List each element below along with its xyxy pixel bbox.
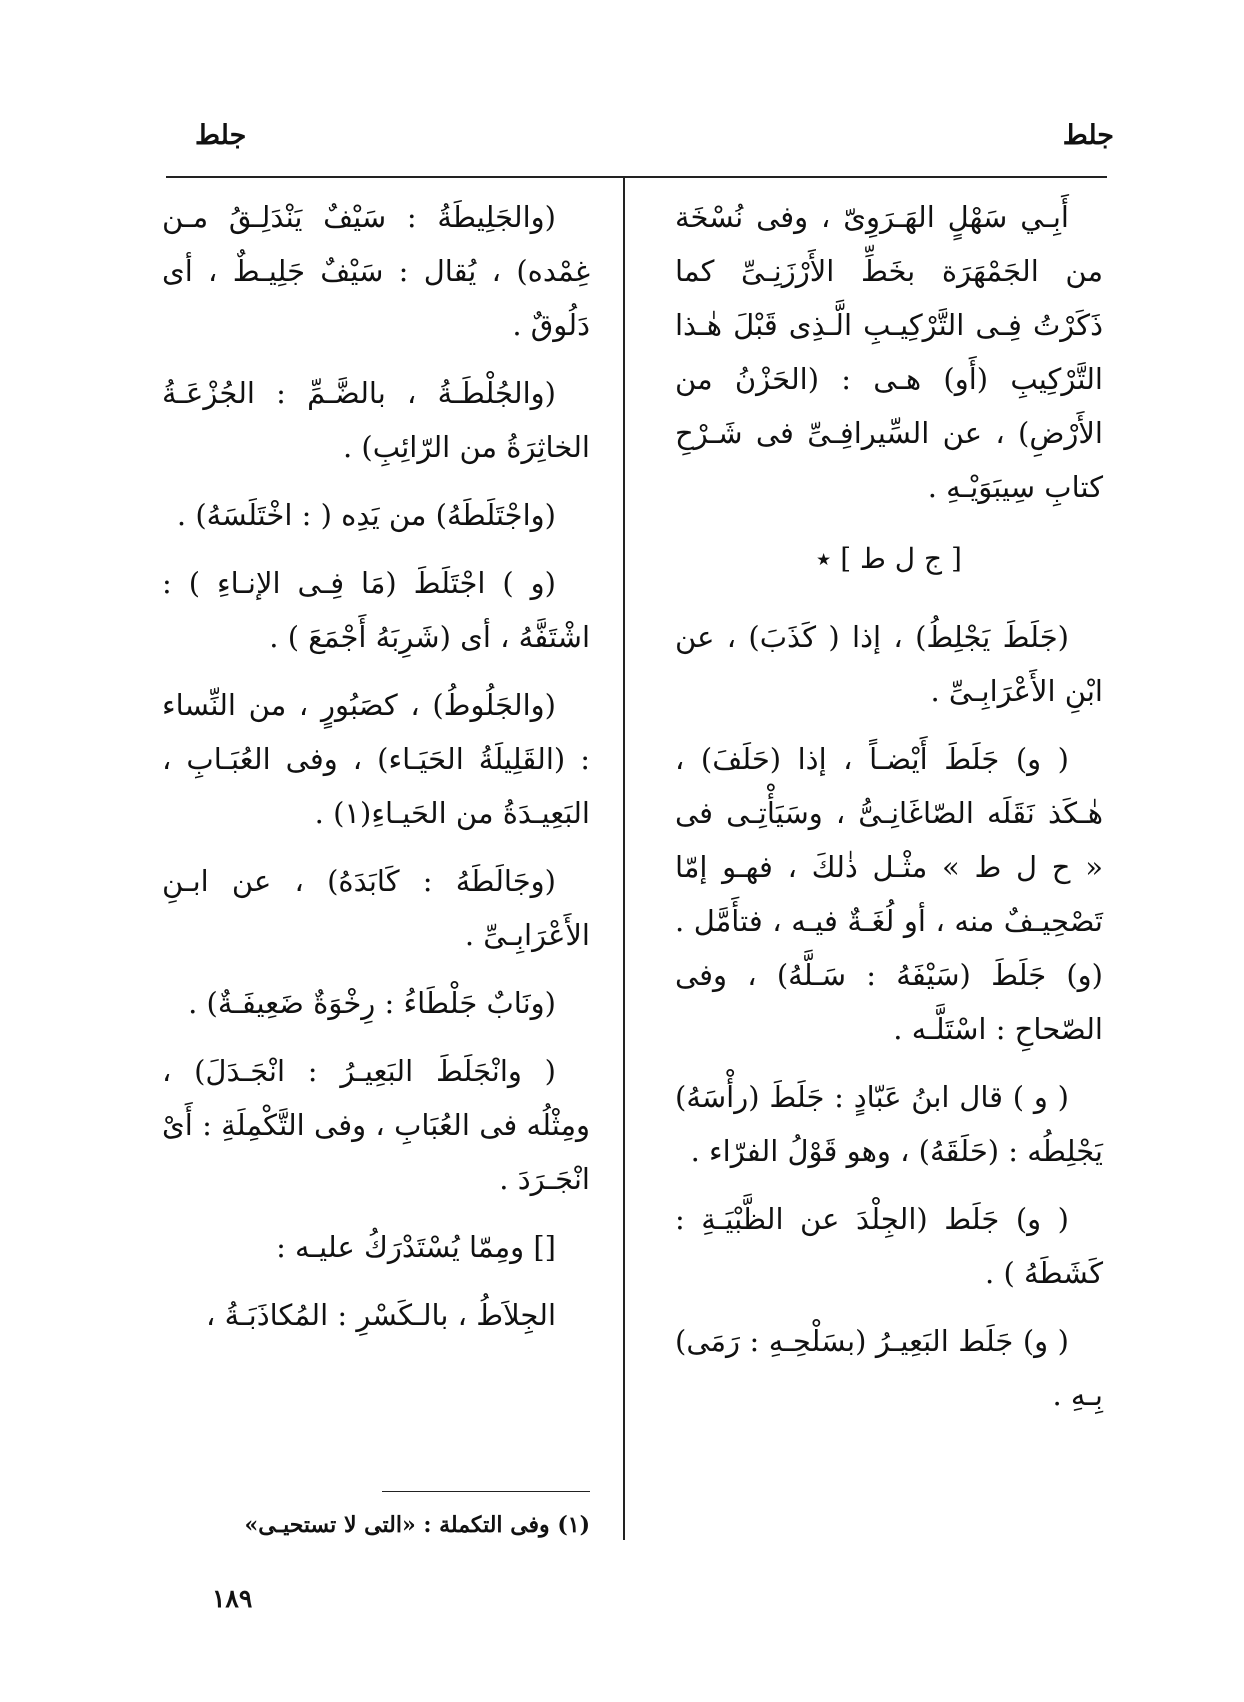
entry-paragraph: (جَلَطَ يَجْلِطُ) ، إذا ( كَذَبَ) ، عن ابْنِ الأَعْرَابِـىِّ . — [675, 620, 1103, 708]
section-heading: [ ج ل ط ] ٭ — [816, 542, 962, 575]
header-rule — [166, 176, 1107, 178]
entry-paragraph: (والجَلُوطُ) ، كصَبُورٍ ، من النِّساء : (القَلِيلَةُ الحَيَـاء) ، وفى العُبَـابِ ، البَعِيـدَةُ من الحَيـاءِ(١) . — [162, 688, 590, 830]
footnote-rule — [382, 1491, 590, 1492]
left-column — [162, 190, 590, 1356]
entry-paragraph: [] ومِمّا يُسْتَدْرَكُ عليـه : — [276, 1230, 556, 1264]
entry-paragraph: (وجَالَطَهُ : كَابَدَهُ) ، عن ابـنِ الأَعْرَابِـىِّ . — [162, 864, 590, 952]
entry-paragraph: (واجْتَلَطَهُ) من يَدِه ( : اخْتَلَسَهُ) . — [176, 498, 556, 532]
entry-paragraph: ( وانْجَلَطَ البَعِيـرُ : انْجَـدَلَ) ، ومِثْلُه فى العُبَابِ ، وفى التَّكْمِلَةِ : أَىْ انْجَـرَدَ . — [162, 1054, 590, 1196]
column-divider — [623, 178, 625, 1540]
page-number: ١٨٩ — [212, 1584, 253, 1613]
entry-paragraph: (والجَلِيطَةُ : سَيْفٌ يَنْدَلِـقُ مـن غِمْده) ، يُقال : سَيْفٌ جَلِيـطٌ ، أى دَلُوقٌ . — [162, 200, 590, 342]
right-column — [675, 190, 1103, 1436]
footnote: (١) وفى التكملة : «التى لا تستحيـى» — [244, 1512, 590, 1538]
entry-paragraph: (و ) اجْتَلَطَ (مَا فِـى الإنـاءِ ) : اشْتَفَّهُ ، أى (شَرِبَهُ أَجْمَعَ ) . — [162, 566, 590, 654]
entry-paragraph: أَبِـي سَهْلٍ الهَـرَوِىّ ، وفى نُسْخَة من الجَمْهَرَة بخَطِّ الأَرْزَنِـىِّ كما ذَكَرْتُ فِـى التَّرْكِيـبِ الَّـذِى قَبْلَ هٰـذا التَّرْكِيبِ (أَو) هـى : (الحَزْنُ من الأَرْضِ) ، عن السِّيرافِـىِّ فى شَـرْحِ كتابِ سِيبَوَيْـهِ . — [675, 200, 1103, 504]
running-head-right: جلط — [1062, 120, 1114, 151]
entry-paragraph: ( و) جَلَط (الجِلْدَ عن الظَّبْيَـةِ : كَشَطَهُ ) . — [675, 1202, 1103, 1290]
running-head-left: جلط — [195, 120, 247, 151]
entry-paragraph: ( و) جَلَط البَعِيـرُ (بسَلْحِـهِ : رَمَى) بِـهِ . — [675, 1324, 1103, 1412]
entry-paragraph: (والجُلْطَـةُ ، بالضَّـمِّ : الجُزْعَـةُ الخاثِرَةُ من الرّائِبِ) . — [162, 376, 590, 464]
entry-paragraph: ( و ) قال ابنُ عَبّادٍ : جَلَطَ (رأْسَهُ) يَجْلِطُه : (حَلَقَهُ) ، وهو قَوْلُ الفرّاء . — [675, 1080, 1103, 1168]
entry-paragraph: الجِلاَطُ ، بالـكَسْرِ : المُكاذَبَـةُ ، — [206, 1298, 556, 1332]
entry-paragraph: ( و) جَلَطَ أَيْضـاً ، إذا (حَلَفَ) ، هٰـكَذ نَقَلَه الصّاغَانِـىُّ ، وسَيَأْتِـى فى « ح ل ط » مثْـل ذٰلكَ ، فهـو إمّا تَصْحِيـفٌ منه ، أو لُغَـةٌ فيـه ، فتأَمَّل . (و) جَلَطَ (سَيْفَهُ : سَـلَّهُ) ، وفى الصّحاحِ : اسْتَلَّـه . — [675, 742, 1103, 1046]
entry-paragraph: (ونَابٌ جَلْطَاءُ : رِخْوَةٌ ضَعِيفَـةٌ) . — [188, 986, 556, 1020]
